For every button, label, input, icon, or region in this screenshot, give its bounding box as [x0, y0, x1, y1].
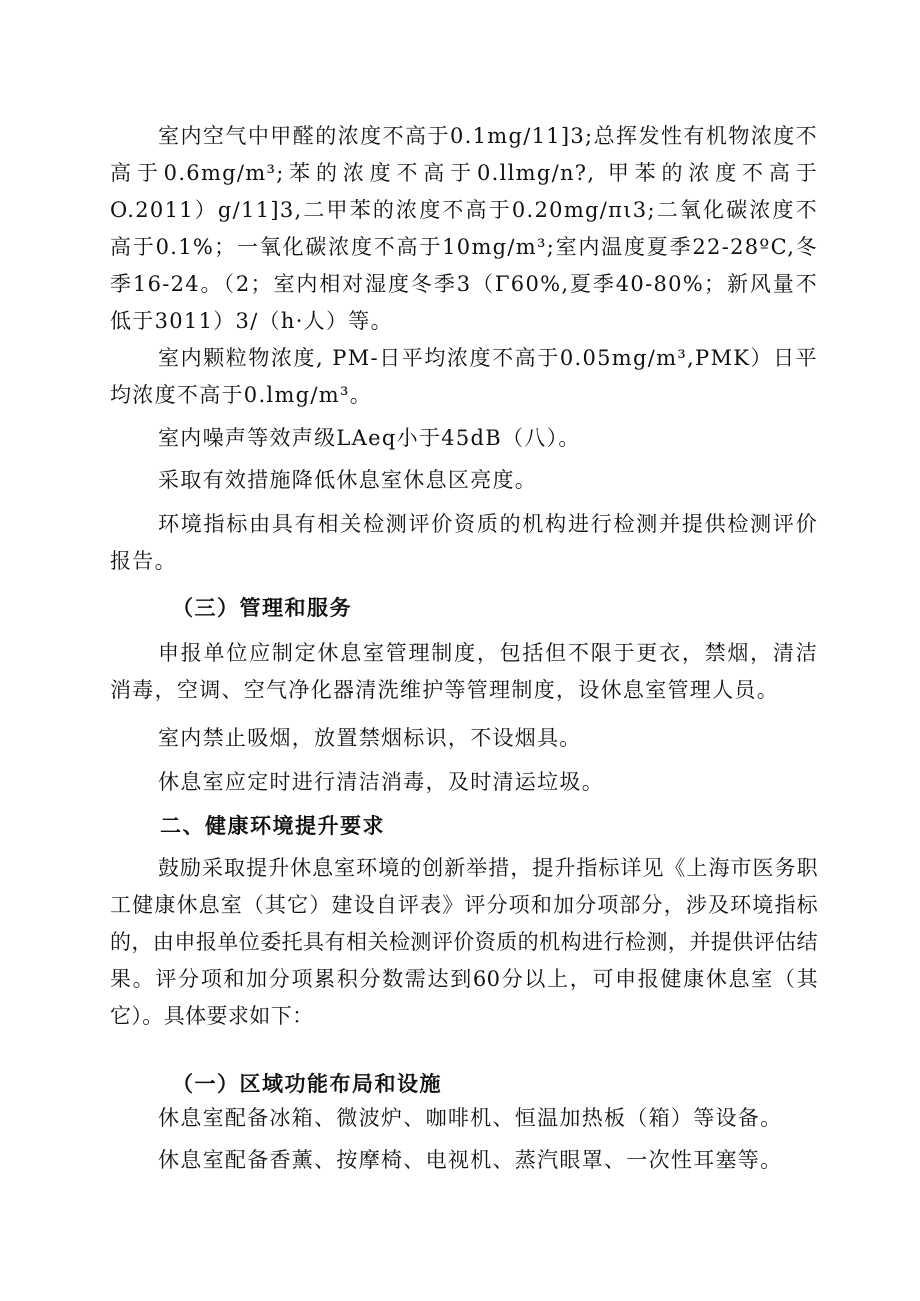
improvement-requirements-paragraph: 鼓励采取提升休息室环境的创新举措，提升指标详见《上海市医务职工健康休息室（其它）建设自评表》评分项和加分项部分，涉及环境指标的，由申报单位委托具有相关检测评价资质的机构进行检测，并提供评估结果。评分项和加分项累积分数需达到60分以上，可申报健康休息室（其它）。具体要求如下： — [110, 856, 818, 1028]
layout-facilities-heading: （一）区域功能布局和设施 — [172, 1072, 442, 1096]
amenities-paragraph: 休息室配备香薰、按摩椅、电视机、蒸汽眼罩、一次性耳塞等。 — [158, 1148, 783, 1172]
management-services-heading: （三）管理和服务 — [172, 596, 352, 620]
particulate-matter-paragraph: 室内颗粒物浓度, PM-日平均浓度不高于0.05mg∕m³,PMK）日平均浓度不高于0.lmg∕m³。 — [110, 346, 818, 407]
testing-report-paragraph: 环境指标由具有相关检测评价资质的机构进行检测并提供检测评价报告。 — [110, 512, 818, 573]
management-system-paragraph: 申报单位应制定休息室管理制度，包括但不限于更衣，禁烟，清洁消毒，空调、空气净化器清洗维护等管理制度，设休息室管理人员。 — [110, 641, 818, 702]
noise-paragraph: 室内噪声等效声级LAeq小于45dB（八）。 — [158, 426, 581, 450]
section-two-heading: 二、健康环境提升要求 — [160, 814, 385, 838]
indoor-air-quality-paragraph: 室内空气中甲醛的浓度不高于0.1mg∕11]3;总挥发性有机物浓度不高于0.6mg∕m³;苯的浓度不高于0.llmg/n?, 甲苯的浓度不高于O.2011）g∕11]3,二甲苯的浓度不高于0.20mg∕πι3;二氧化碳浓度不高于0.1%；一氧化碳浓度不高于10mg∕m³;室内温度夏季22-28ºC,冬季16-24。（2；室内相对湿度冬季3（Γ60%,夏季40-80%；新风量不低于3011）3∕（h·人）等。 — [110, 124, 818, 333]
brightness-paragraph: 采取有效措施降低休息室休息区亮度。 — [158, 468, 538, 492]
equipment-paragraph: 休息室配备冰箱、微波炉、咖啡机、恒温加热板（箱）等设备。 — [158, 1106, 783, 1130]
no-smoking-paragraph: 室内禁止吸烟，放置禁烟标识，不设烟具。 — [158, 726, 582, 750]
cleaning-paragraph: 休息室应定时进行清洁消毒，及时清运垃圾。 — [158, 770, 604, 794]
